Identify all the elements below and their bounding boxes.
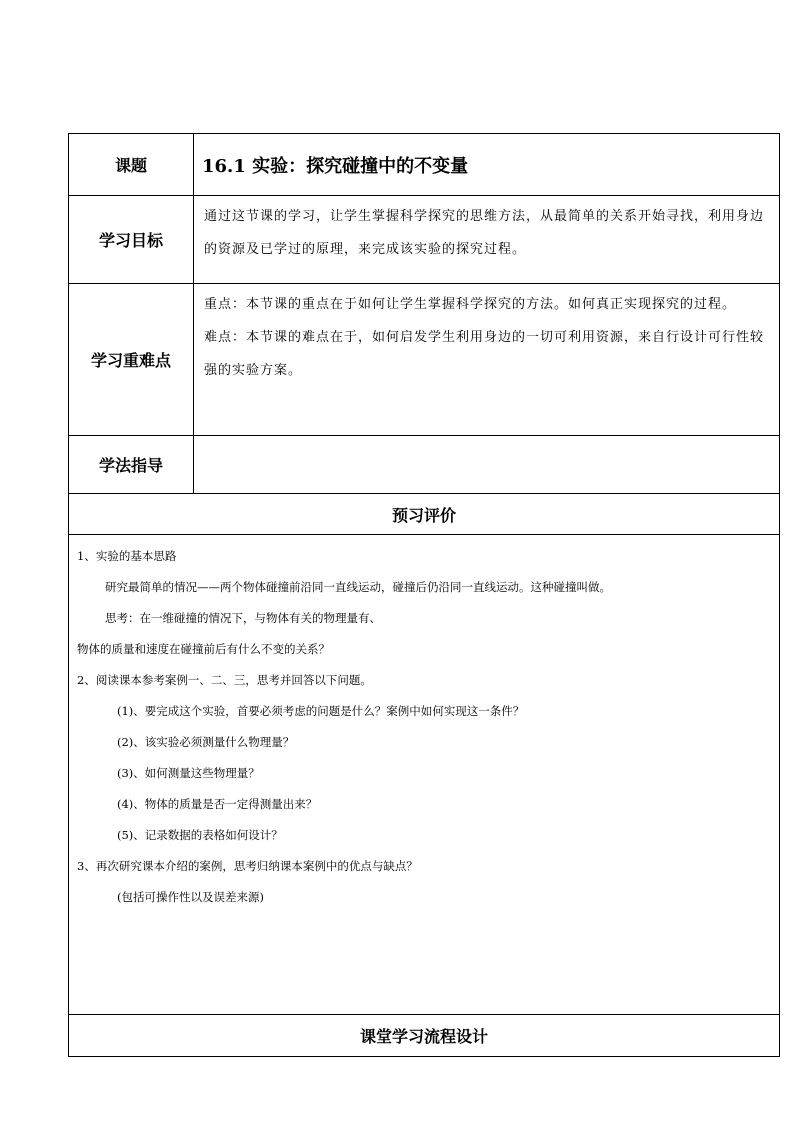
preview-line: (1)、要完成这个实验，首要必须考虑的问题是什么？案例中如何实现这一条件？	[117, 704, 525, 718]
goal-text: 通过这节课的学习，让学生掌握科学探究的思维方法，从最简单的关系开始寻找，利用身边的资源及已学过的原理，来完成该实验的探究过程。	[204, 209, 765, 257]
key-focus-text: 重点：本节课的重点在于如何让学生掌握科学探究的方法。如何真正实现探究的过程。	[204, 297, 737, 312]
flow-title: 课堂学习流程设计	[69, 1015, 780, 1057]
preview-title: 预习评价	[69, 494, 780, 535]
preview-line: (4)、物体的质量是否一定得测量出来？	[117, 797, 318, 811]
lesson-plan-table	[68, 133, 780, 1057]
goal-cell	[194, 196, 780, 284]
topic-value: 16.1 实验：探究碰撞中的不变量	[194, 134, 780, 196]
preview-line: (包括可操作性以及误差来源)	[117, 890, 264, 904]
method-label: 学法指导	[69, 436, 194, 494]
preview-line: 2、阅读课本参考案例一、二、三，思考并回答以下问题。	[77, 673, 372, 687]
preview-body	[69, 535, 780, 1015]
preview-line: (3)、如何测量这些物理量？	[117, 766, 260, 780]
lesson-plan-sheet	[68, 133, 780, 1057]
method-row	[69, 436, 780, 494]
topic-row	[69, 134, 780, 196]
flow-head-row	[69, 1015, 780, 1057]
preview-line: 研究最简单的情况——两个物体碰撞前沿同一直线运动，碰撞后仍沿同一直线运动。这种碰撞叫做。	[105, 580, 611, 594]
key-row	[69, 284, 780, 436]
method-value	[194, 436, 780, 494]
preview-line: 思考：在一维碰撞的情况下，与物体有关的物理量有、	[105, 611, 381, 625]
preview-line: 1、实验的基本思路	[77, 549, 177, 563]
key-difficulty-text: 难点：本节课的难点在于，如何启发学生利用身边的一切可利用资源，来自行设计可行性较强的实验方案。	[204, 330, 765, 378]
goal-row	[69, 196, 780, 284]
key-label: 学习重难点	[69, 284, 194, 436]
goal-label: 学习目标	[69, 196, 194, 284]
preview-line: (2)、该实验必须测量什么物理量？	[117, 735, 295, 749]
preview-line: 物体的质量和速度在碰撞前后有什么不变的关系？	[77, 642, 330, 656]
preview-head-row	[69, 494, 780, 535]
topic-label: 课题	[69, 134, 194, 196]
preview-line: 3、再次研究课本介绍的案例，思考归纳课本案例中的优点与缺点？	[77, 859, 418, 873]
preview-body-row	[69, 535, 780, 1015]
preview-line: (5)、记录数据的表格如何设计？	[117, 828, 283, 842]
key-cell	[194, 284, 780, 436]
